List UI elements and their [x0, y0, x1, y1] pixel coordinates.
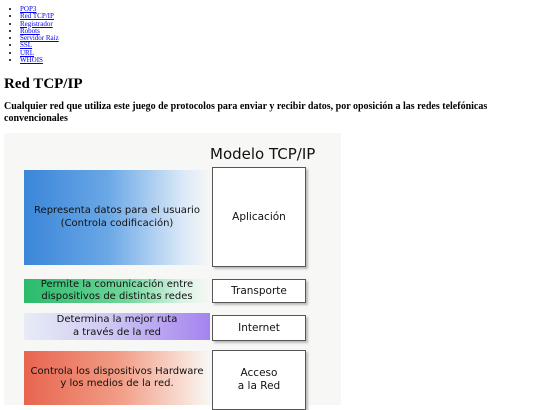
- page-subtitle: Cualquier red que utiliza este juego de protocolos para enviar y recibir datos, por oposición a las redes telefónicas convencionales: [4, 101, 488, 124]
- layer-description-internet: [24, 313, 210, 340]
- layer-box-acceso-red: [212, 350, 306, 410]
- nav-link-robots[interactable]: Robots: [20, 26, 40, 35]
- layer-box-transporte: [212, 279, 306, 303]
- layer-description-aplicacion: [24, 170, 210, 265]
- nav-link-registrador[interactable]: Registrador: [20, 19, 53, 28]
- layer-name: Aplicación: [232, 210, 286, 223]
- nav-link-ssl[interactable]: SSL: [20, 41, 33, 50]
- nav-link-servidor-raiz[interactable]: Servidor Raíz: [20, 34, 59, 43]
- layer-name: Transporte: [231, 284, 287, 297]
- page-title: Red TCP/IP: [4, 76, 83, 92]
- layer-description-text: Permite la comunicación entre dispositivos de distintas redes: [40, 278, 194, 302]
- layer-name: Acceso a la Red: [237, 367, 281, 392]
- figure-title: Modelo TCP/IP: [210, 145, 316, 163]
- layer-description-transporte: [24, 279, 210, 303]
- nav-link-list: [12, 6, 59, 64]
- nav-link-whois[interactable]: WHOIS: [20, 56, 43, 65]
- nav-item: [20, 57, 59, 64]
- nav-link-url[interactable]: URL: [20, 48, 34, 57]
- tcp-ip-model-image: [4, 133, 341, 405]
- layer-description-text: Representa datos para el usuario (Controla codificación): [34, 205, 200, 229]
- layer-box-internet: [212, 315, 306, 341]
- layer-box-aplicacion: [212, 167, 306, 267]
- layer-description-acceso-red: [24, 351, 210, 405]
- nav-link-pop3[interactable]: POP3: [20, 5, 37, 13]
- nav-link-red-tcp-ip[interactable]: Red TCP/IP: [20, 12, 54, 21]
- layer-description-text: Controla los dispositivos Hardware y los medios de la red.: [30, 365, 204, 389]
- layer-description-text: Determina la mejor ruta a través de la red: [56, 314, 178, 338]
- layer-name: Internet: [238, 321, 280, 334]
